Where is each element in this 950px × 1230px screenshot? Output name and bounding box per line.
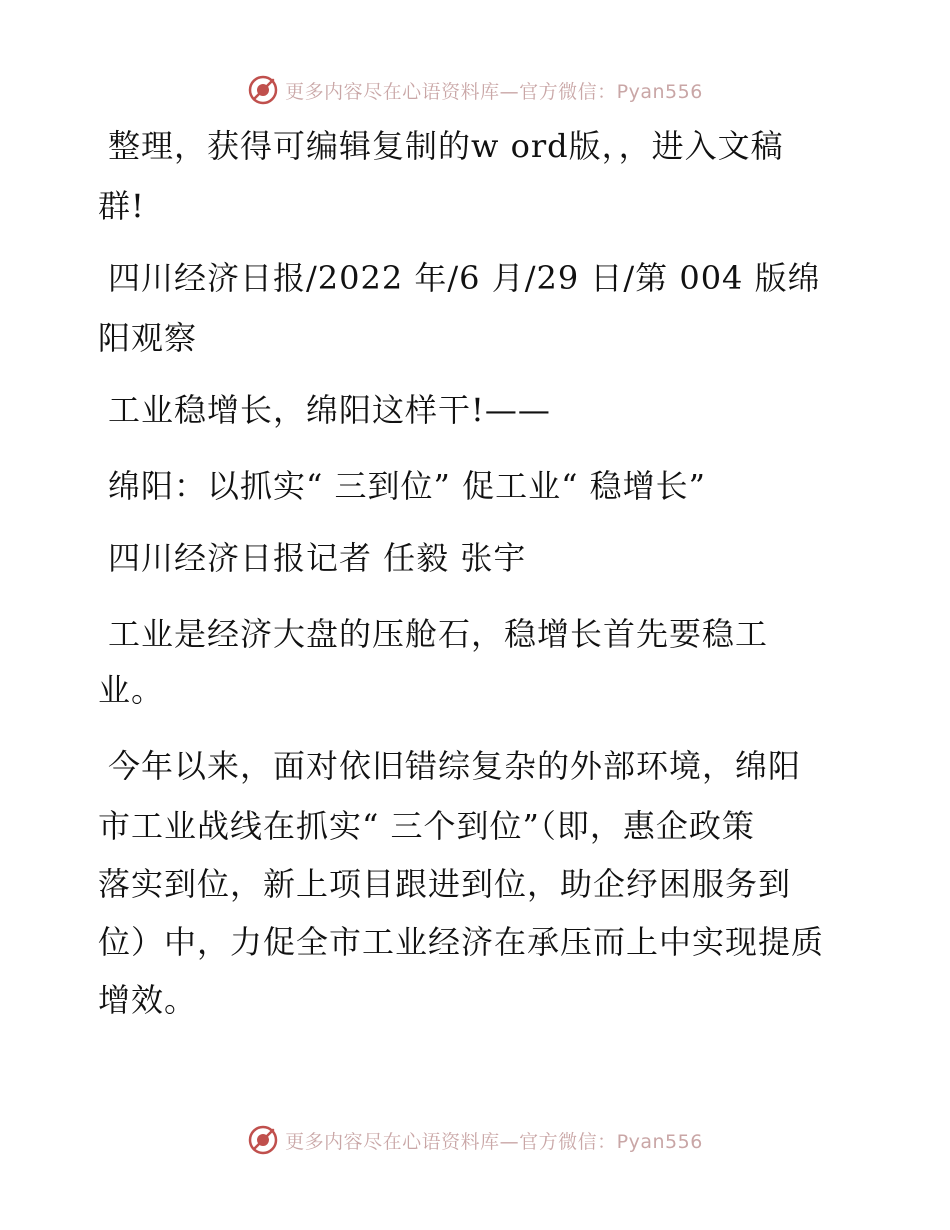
paragraph-line: 阳观察 — [98, 319, 198, 357]
watermark-header — [0, 70, 950, 110]
paragraph-line: 整理，获得可编辑复制的w ord版，，进入文稿 — [108, 127, 784, 165]
paragraph-line: 增效。 — [98, 981, 198, 1019]
watermark-footer — [0, 1120, 950, 1160]
article-subtitle: 绵阳：以抓实“ 三到位” 促工业“ 稳增长” — [108, 467, 706, 505]
paragraph-line: 位）中，力促全市工业经济在承压而上中实现提质 — [98, 923, 825, 961]
watermark-text: 更多内容尽在心语资料库—官方微信：Pyan556 — [285, 1130, 703, 1153]
paragraph-line: 工业是经济大盘的压舱石，稳增长首先要稳工 — [108, 615, 769, 653]
paragraph-line: 市工业战线在抓实“ 三个到位”（即，惠企政策 — [98, 807, 755, 845]
logo-icon — [247, 74, 279, 106]
logo-icon — [247, 1124, 279, 1156]
byline: 四川经济日报记者 任毅 张宇 — [108, 539, 527, 577]
paragraph-line: 群! — [98, 187, 145, 225]
paragraph-line: 落实到位，新上项目跟进到位，助企纾困服务到 — [98, 865, 792, 903]
paragraph-line: 业。 — [98, 671, 165, 709]
article-title: 工业稳增长，绵阳这样干!—— — [108, 391, 551, 429]
paragraph-line: 今年以来，面对依旧错综复杂的外部环境，绵阳 — [108, 747, 802, 785]
paragraph-line: 四川经济日报/2022 年/6 月/29 日/第 004 版绵 — [108, 259, 821, 297]
watermark-text: 更多内容尽在心语资料库—官方微信：Pyan556 — [285, 80, 703, 103]
